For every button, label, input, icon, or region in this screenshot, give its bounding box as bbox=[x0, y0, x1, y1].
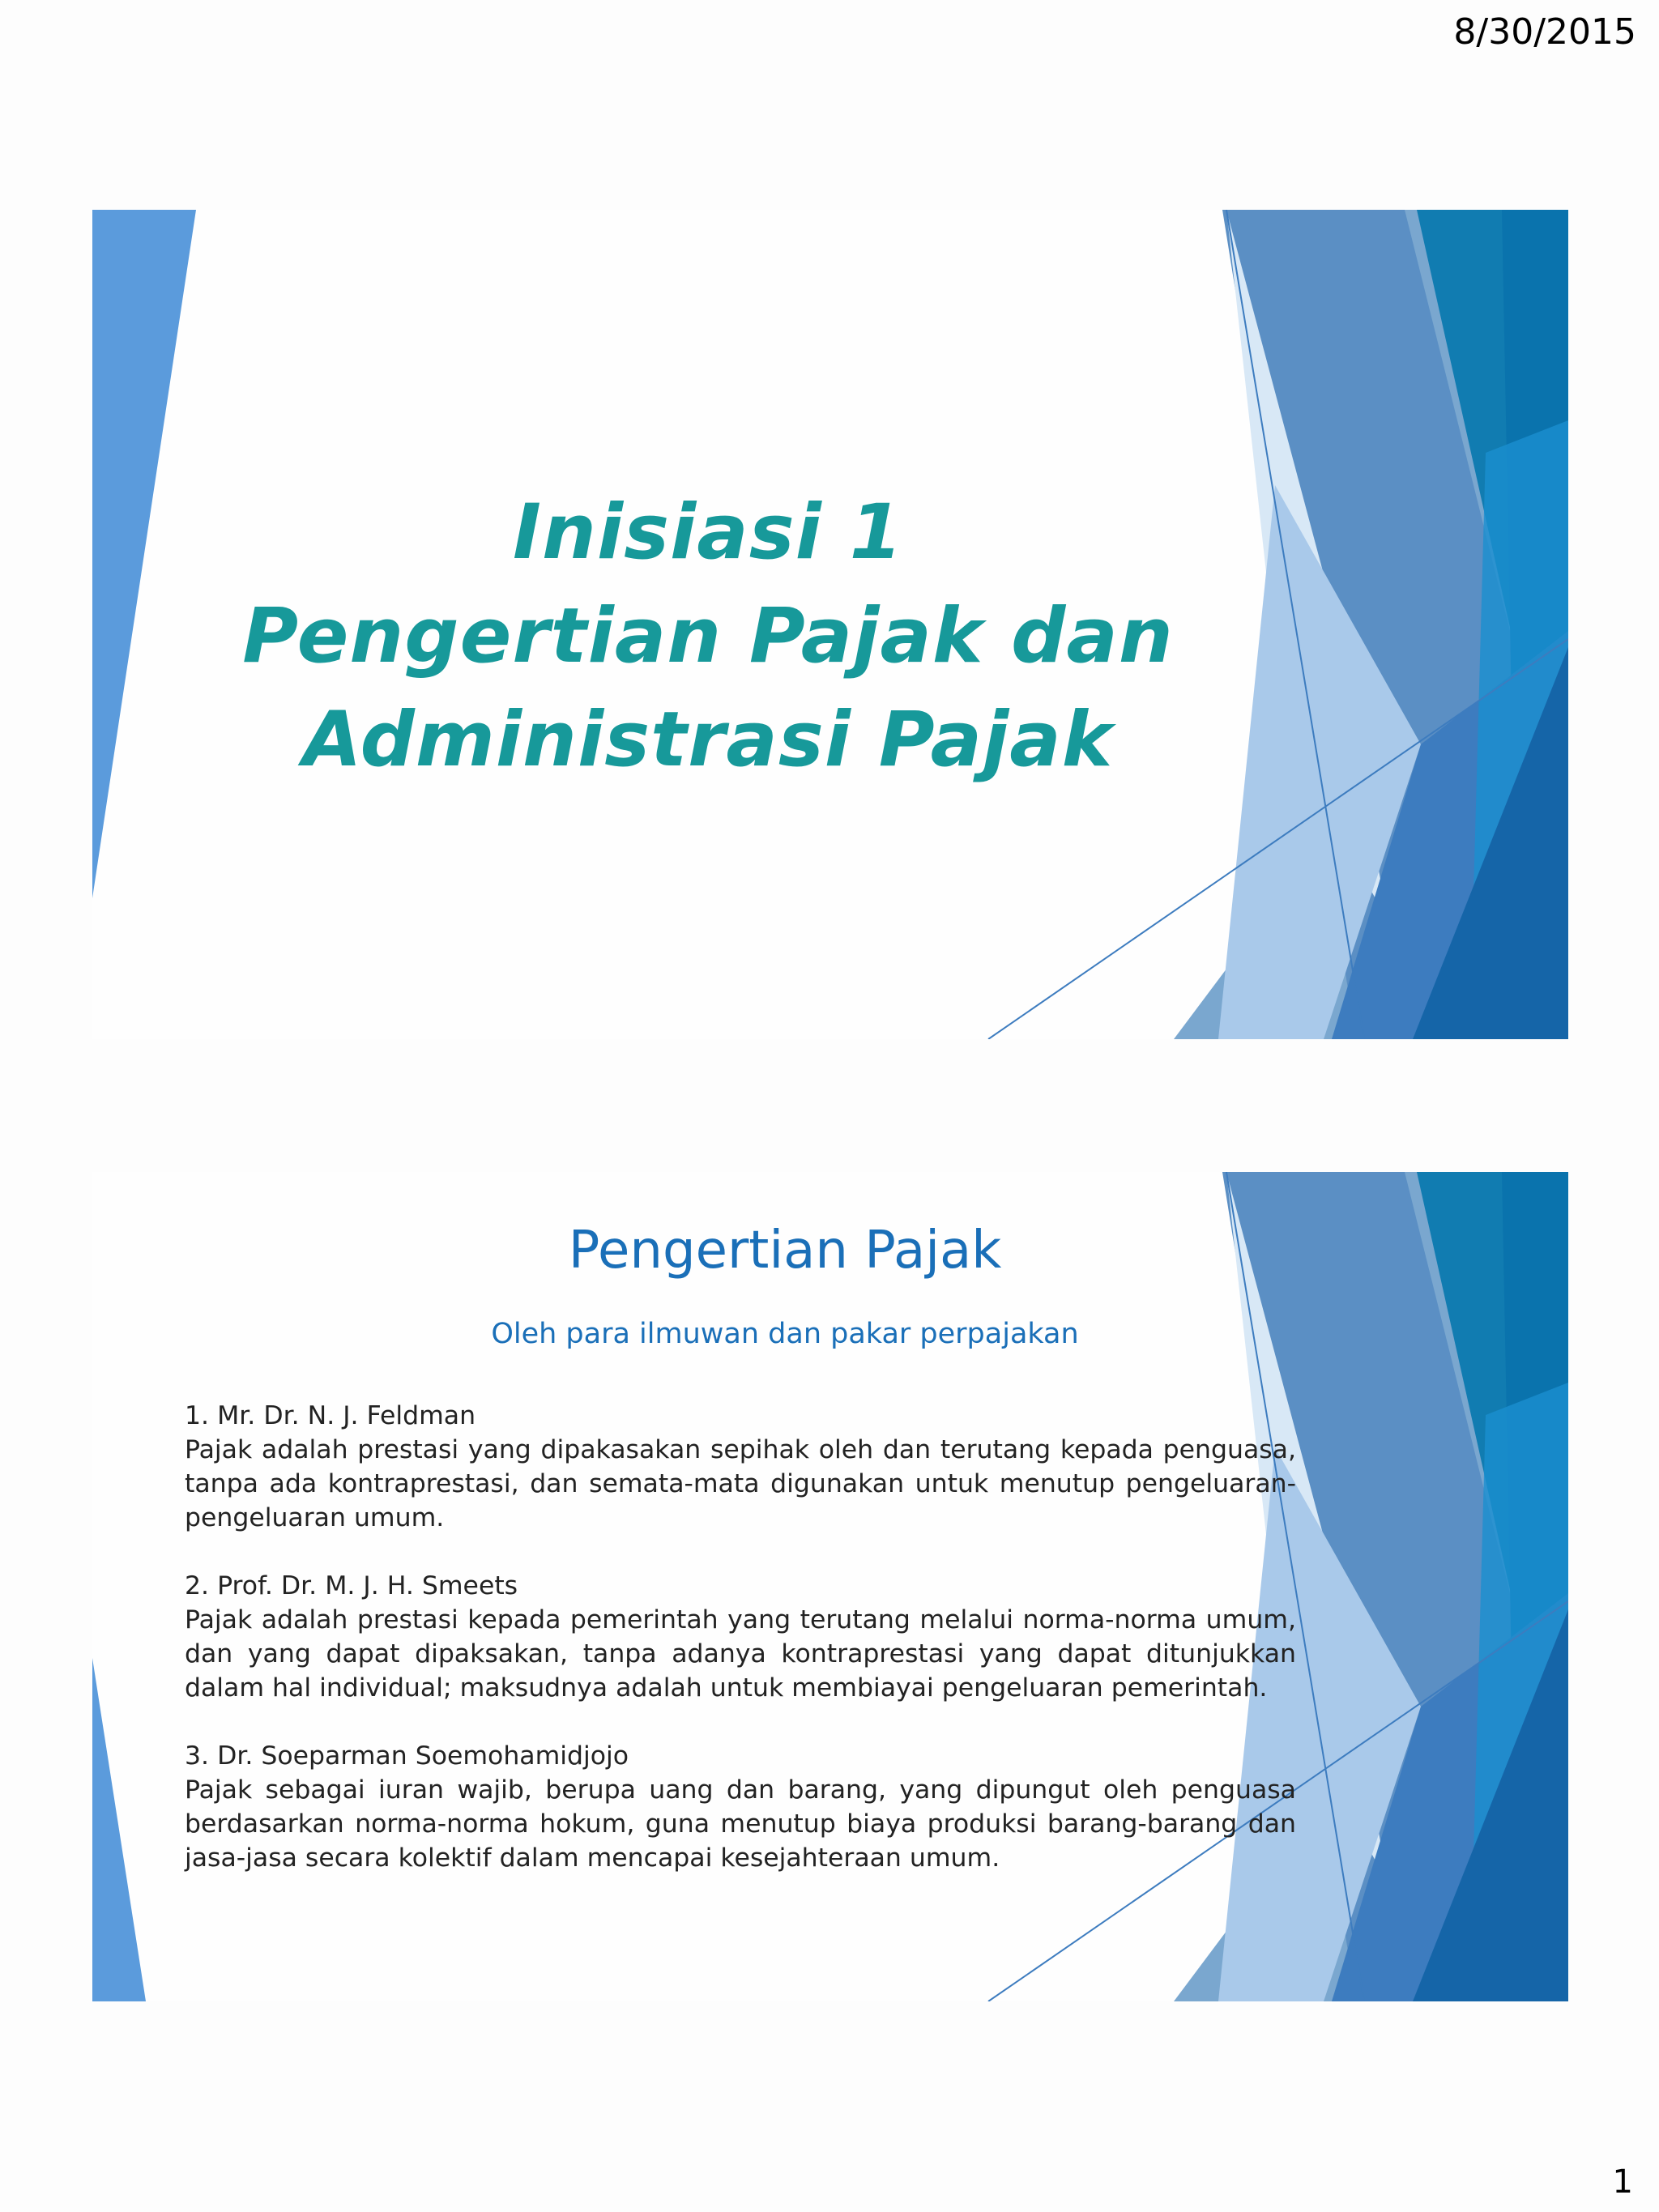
definition-text: Pajak adalah prestasi yang dipakasakan sepihak oleh dan terutang kepada penguasa, tanpa ada kontraprestasi, dan semata-mata digunakan untuk menutup pengeluaran-pengeluaran umum. bbox=[185, 1435, 1296, 1532]
definition-author: 3. Dr. Soeparman Soemohamidjojo bbox=[185, 1741, 629, 1771]
slide-1 bbox=[92, 210, 1568, 1039]
slide-2-subheading: Oleh para ilmuwan dan pakar perpajakan bbox=[491, 1318, 1079, 1350]
slide-2-heading: Pengertian Pajak bbox=[568, 1221, 1002, 1281]
title-line-1: Inisiasi 1 bbox=[512, 488, 904, 577]
print-date: 8/30/2015 bbox=[1453, 11, 1636, 53]
page-number: 1 bbox=[1612, 2163, 1633, 2201]
title-line-2: Pengertian Pajak dan bbox=[242, 592, 1174, 680]
definition-text: Pajak adalah prestasi kepada pemerintah yang terutang melalui norma-norma umum, dan yang dapat dipaksakan, tanpa adanya kontraprestasi yang dapat ditunjukkan dalam hal individual; maksudnya adalah untuk membiayai pengeluaran pemerintah. bbox=[185, 1605, 1296, 1703]
slide-1-title bbox=[222, 481, 1194, 792]
definition-text: Pajak sebagai iuran wajib, berupa uang dan barang, yang dipungut oleh penguasa berdasarkan norma-norma hokum, guna menutup biaya produksi barang-barang dan jasa-jasa secara kolektif dalam mencapai kesejahteraan umum. bbox=[185, 1775, 1296, 1873]
slide-2 bbox=[92, 1172, 1568, 2001]
definitions-list bbox=[185, 1399, 1296, 1909]
definition-author: 2. Prof. Dr. M. J. H. Smeets bbox=[185, 1571, 518, 1600]
definition-entry bbox=[185, 1399, 1296, 1535]
definition-entry bbox=[185, 1569, 1296, 1705]
definition-entry bbox=[185, 1739, 1296, 1875]
definition-author: 1. Mr. Dr. N. J. Feldman bbox=[185, 1401, 476, 1430]
title-line-3: Administrasi Pajak bbox=[302, 696, 1114, 784]
